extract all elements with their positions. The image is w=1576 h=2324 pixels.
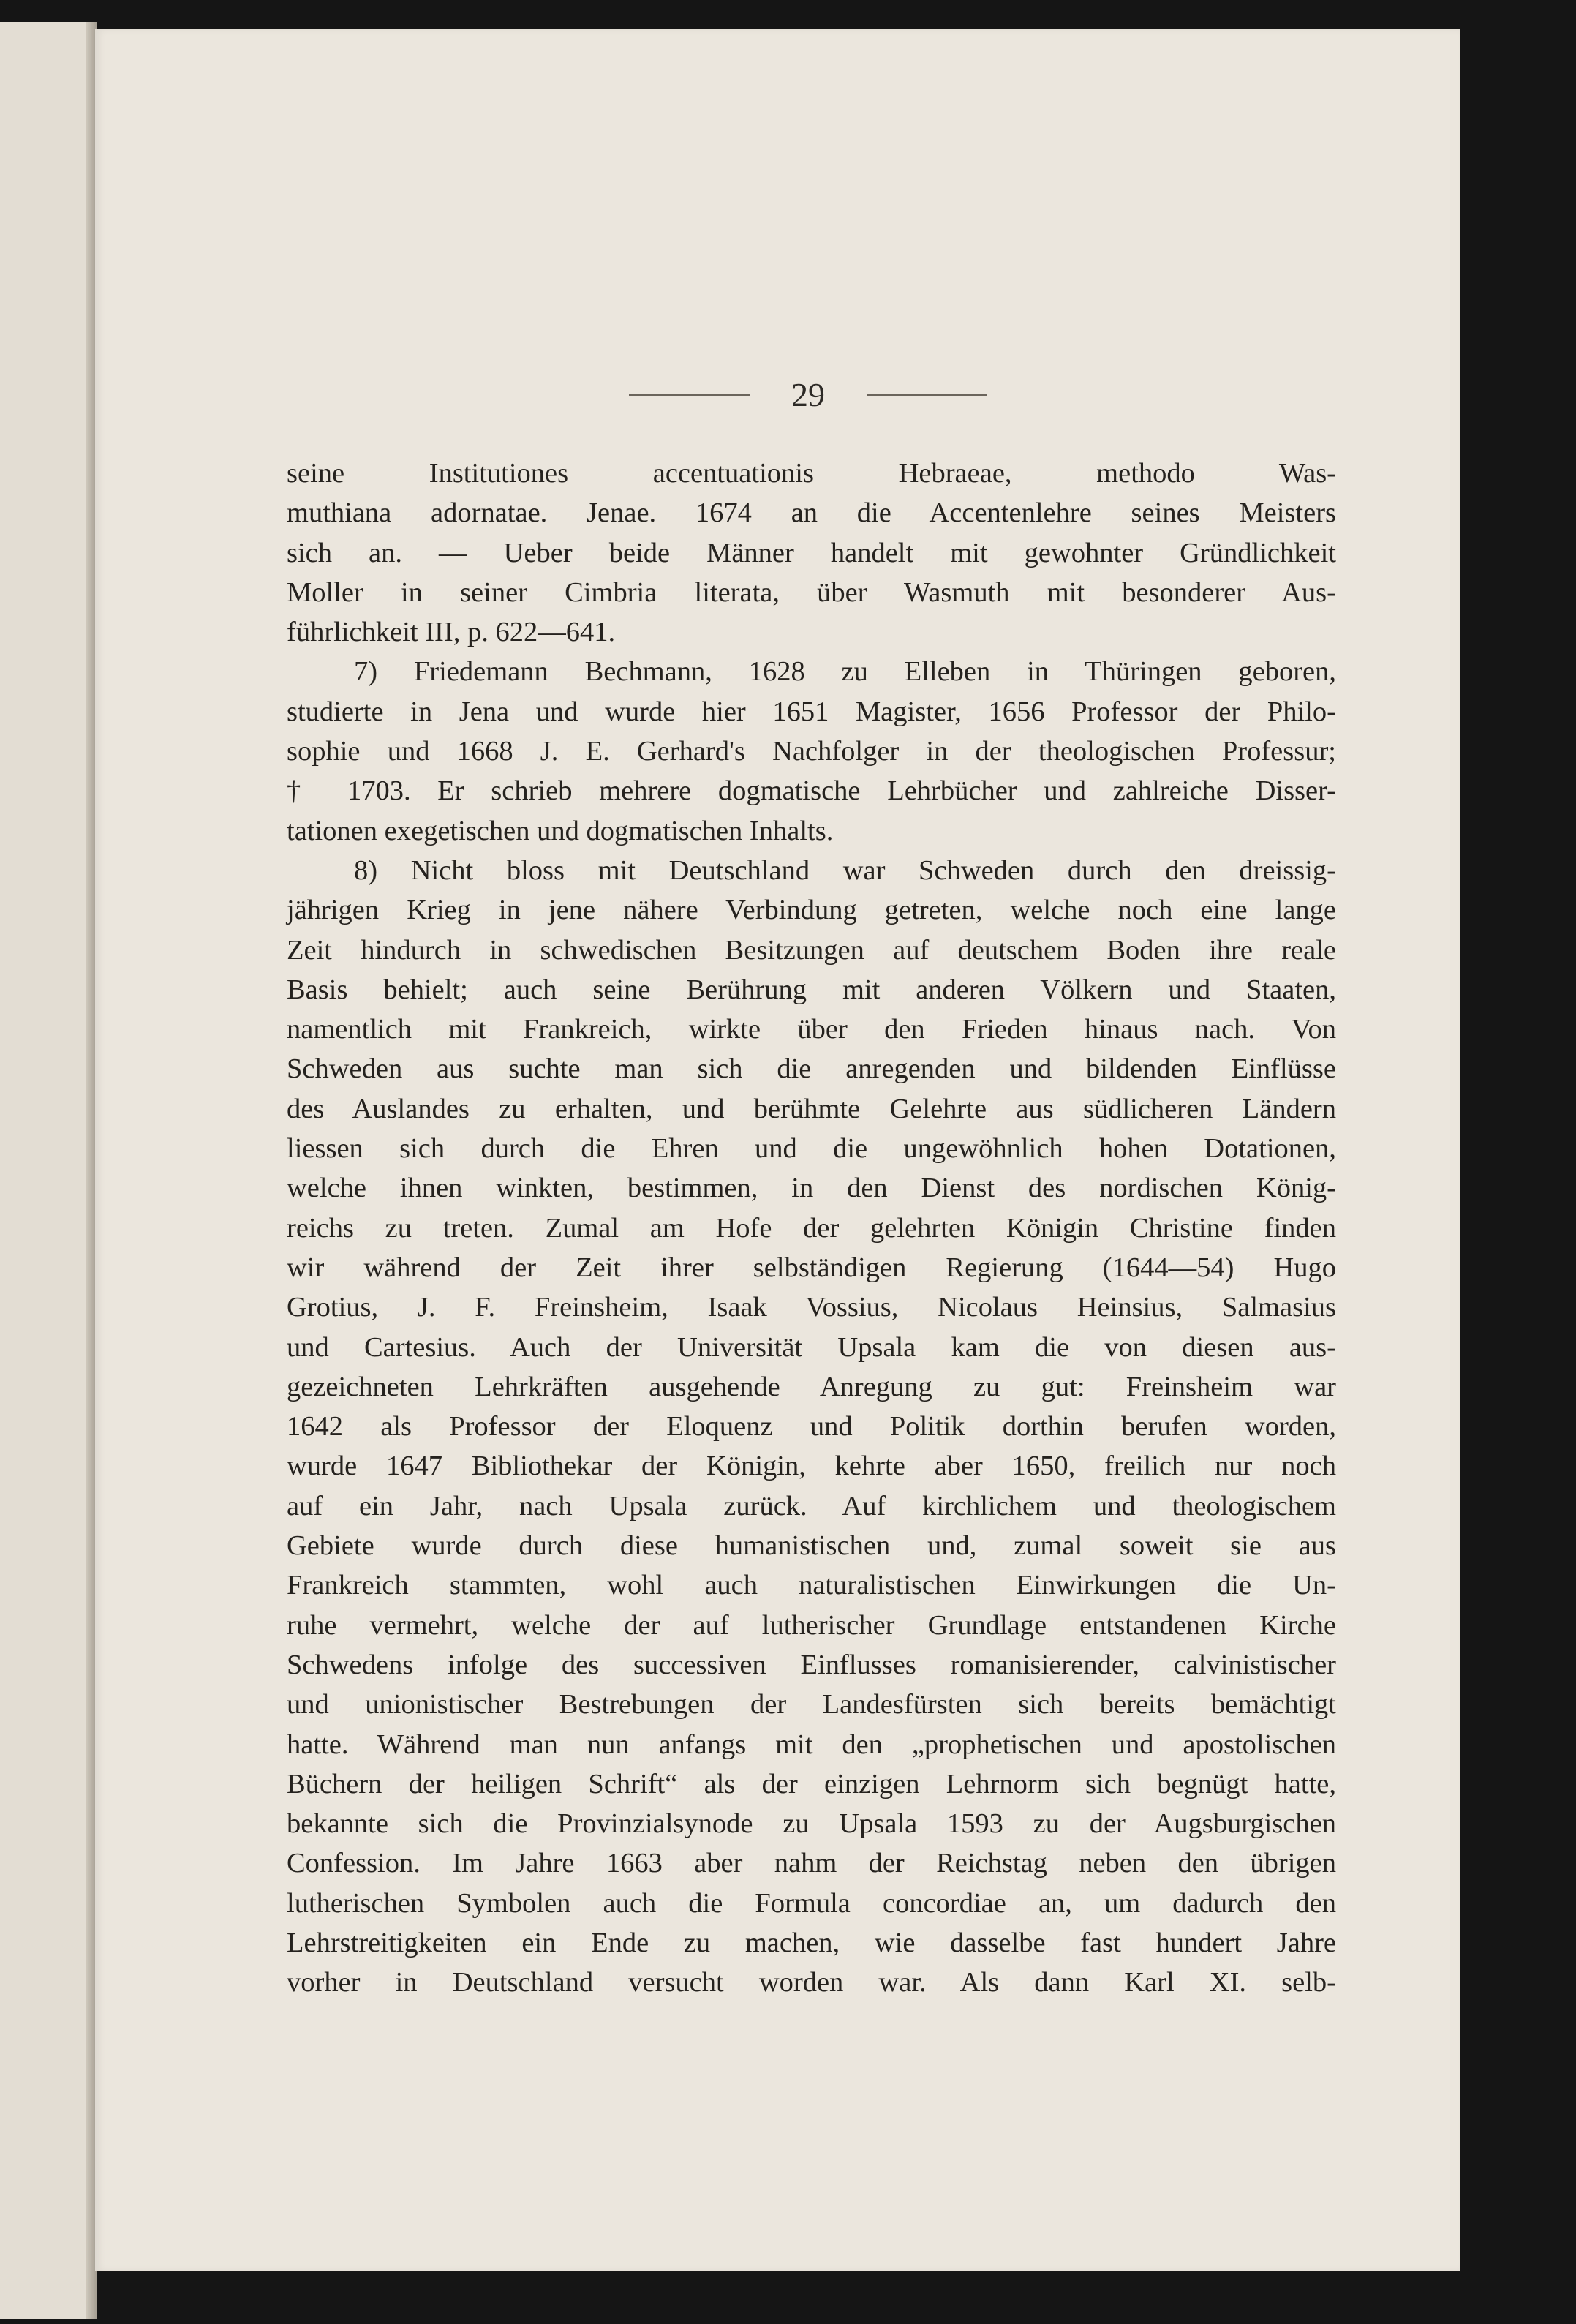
text-line: † 1703. Er schrieb mehrere dogmatische Lehrbücher und zahlreiche Disser- [287, 775, 1336, 807]
text-line: und Cartesius. Auch der Universität Upsala kam die von diesen aus- [287, 1331, 1336, 1363]
header-rule-right [867, 394, 987, 396]
page-number: 29 [791, 376, 825, 413]
text-line: wurde 1647 Bibliothekar der Königin, kehrte aber 1650, freilich nur noch [287, 1451, 1336, 1482]
text-line: reichs zu treten. Zumal am Hofe der gelehrten Königin Christine finden [287, 1212, 1336, 1244]
text-line: 8) Nicht bloss mit Deutschland war Schweden durch den dreissig- [354, 854, 1336, 886]
text-line: liessen sich durch die Ehren und die ungewöhnlich hohen Dotationen, [287, 1133, 1336, 1165]
text-line: welche ihnen winkten, bestimmen, in den Dienst des nordischen König- [287, 1173, 1336, 1204]
text-line: Büchern der heiligen Schrift“ als der einzigen Lehrnorm sich begnügt hatte, [287, 1768, 1336, 1800]
text-line: studierte in Jena und wurde hier 1651 Magister, 1656 Professor der Philo- [287, 696, 1336, 727]
text-line: bekannte sich die Provinzialsynode zu Upsala 1593 zu der Augsburgischen [287, 1808, 1336, 1840]
body-text [287, 454, 1336, 2003]
text-line: Schwedens infolge des successiven Einflusses romanisierender, calvinistischer [287, 1649, 1336, 1680]
text-line: wir während der Zeit ihrer selbständigen Regierung (1644—54) Hugo [287, 1252, 1336, 1283]
text-line: und unionistischer Bestrebungen der Landesfürsten sich bereits bemächtigt [287, 1689, 1336, 1721]
text-line: ruhe vermehrt, welche der auf lutherischer Grundlage entstandenen Kirche [287, 1609, 1336, 1641]
header-rule-left [629, 394, 750, 396]
text-line: Moller in seiner Cimbria literata, über Wasmuth mit besonderer Aus- [287, 576, 1336, 608]
page-header [629, 375, 987, 418]
text-line: Gebiete wurde durch diese humanistischen und, zumal soweit sie aus [287, 1530, 1336, 1562]
text-line: Frankreich stammten, wohl auch naturalistischen Einwirkungen die Un- [287, 1570, 1336, 1601]
text-line: sich an. — Ueber beide Männer handelt mit gewohnter Gründlichkeit [287, 537, 1336, 568]
text-line: jährigen Krieg in jene nähere Verbindung getreten, welche noch eine lange [287, 895, 1336, 926]
text-line: muthiana adornatae. Jenae. 1674 an die Accentenlehre seines Meisters [287, 497, 1336, 529]
text-line: Schweden aus suchte man sich die anregenden und bildenden Einflüsse [287, 1053, 1336, 1085]
text-line: des Auslandes zu erhalten, und berühmte Gelehrte aus südlicheren Ländern [287, 1093, 1336, 1124]
text-line: Grotius, J. F. Freinsheim, Isaak Vossius, Nicolaus Heinsius, Salmasius [287, 1292, 1336, 1323]
text-line: vorher in Deutschland versucht worden war. Als dann Karl XI. selb- [287, 1967, 1336, 1998]
text-line: führlichkeit III, p. 622—641. [287, 617, 616, 648]
text-line: seine Institutiones accentuationis Hebraeae, methodo Was- [287, 458, 1336, 489]
text-line: gezeichneten Lehrkräften ausgehende Anregung zu gut: Freinsheim war [287, 1371, 1336, 1402]
text-line: hatte. Während man nun anfangs mit den „prophetischen und apostolischen [287, 1729, 1336, 1760]
text-line: 7) Friedemann Bechmann, 1628 zu Elleben in Thüringen geboren, [354, 656, 1336, 688]
text-line: Confession. Im Jahre 1663 aber nahm der Reichstag neben den übrigen [287, 1848, 1336, 1879]
text-line: Zeit hindurch in schwedischen Besitzungen auf deutschem Boden ihre reale [287, 934, 1336, 966]
text-line: auf ein Jahr, nach Upsala zurück. Auf kirchlichem und theologischem [287, 1490, 1336, 1522]
text-line: namentlich mit Frankreich, wirkte über den Frieden hinaus nach. Von [287, 1014, 1336, 1045]
left-page-edge [0, 22, 94, 2319]
text-line: sophie und 1668 J. E. Gerhard's Nachfolger in der theologischen Professur; [287, 736, 1336, 767]
text-line: lutherischen Symbolen auch die Formula concordiae an, um dadurch den [287, 1887, 1336, 1919]
text-line: 1642 als Professor der Eloquenz und Politik dorthin berufen worden, [287, 1411, 1336, 1443]
text-line: Basis behielt; auch seine Berührung mit anderen Völkern und Staaten, [287, 974, 1336, 1005]
text-line: Lehrstreitigkeiten ein Ende zu machen, wie dasselbe fast hundert Jahre [287, 1927, 1336, 1958]
text-line: tationen exegetischen und dogmatischen Inhalts. [287, 815, 834, 846]
